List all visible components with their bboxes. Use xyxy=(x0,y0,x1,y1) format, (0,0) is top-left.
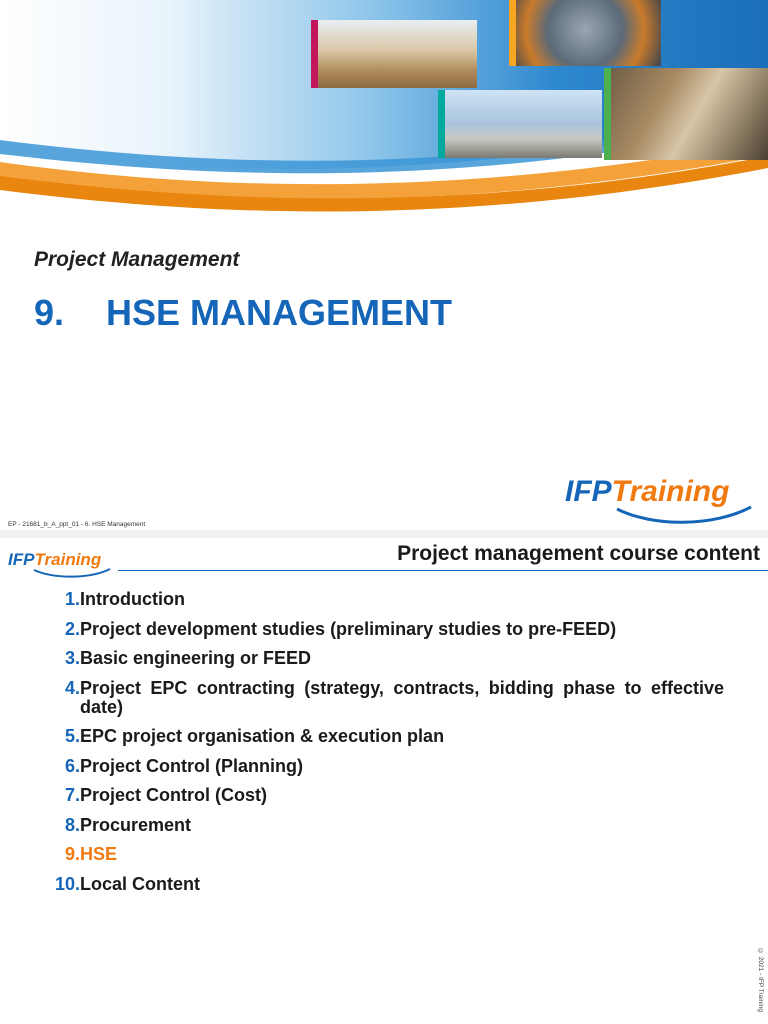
toc-item-number: 8. xyxy=(64,814,80,835)
toc-item xyxy=(34,816,724,835)
desert-oil-rig-photo xyxy=(311,20,477,88)
toc-item-number: 4. xyxy=(64,677,80,698)
toc-item-number: 9. xyxy=(64,844,80,864)
toc-item xyxy=(34,875,724,894)
toc-item-text: Project EPC contracting (strategy, contracts, bidding phase to effective date) xyxy=(80,677,724,717)
slide-divider xyxy=(0,530,768,538)
chapter-title xyxy=(34,292,452,334)
toc-item-number: 5. xyxy=(64,726,80,746)
logo-swoosh-icon xyxy=(613,505,753,525)
toc-item xyxy=(34,679,724,717)
toc-item-text: Project Control (Planning) xyxy=(80,755,303,776)
toc-item xyxy=(34,757,724,776)
toc-item-text: Introduction xyxy=(80,589,185,609)
toc-item-number: 3. xyxy=(64,648,80,668)
toc-item-number: 1. xyxy=(64,589,80,609)
logo-swoosh-icon xyxy=(32,568,112,578)
ifp-training-logo-small xyxy=(8,550,101,570)
toc-item-number: 6. xyxy=(64,755,80,776)
logo-ifp-text: IFP xyxy=(565,475,612,508)
content-slide xyxy=(0,538,768,1024)
header-rule xyxy=(118,570,768,571)
logo-training-text: Training xyxy=(34,550,102,569)
refinery-photo xyxy=(438,90,602,158)
office-meeting-photo xyxy=(604,68,768,160)
toc-item-text: Project Control (Cost) xyxy=(80,785,267,805)
logo-training-text: Training xyxy=(611,475,730,508)
slide-footer: EP - 21681_b_A_ppt_01 - 6. HSE Management xyxy=(8,521,146,528)
toc-item-number: 2. xyxy=(64,618,80,639)
chapter-number: 9. xyxy=(34,292,65,333)
toc-item xyxy=(34,727,724,746)
logo-ifp-text: IFP xyxy=(8,550,35,569)
toc-item xyxy=(34,620,724,639)
toc-item-text: HSE xyxy=(80,844,118,864)
copyright-notice: © 2021 - IFP Training xyxy=(757,948,764,1012)
toc-item-number: 10. xyxy=(54,873,80,894)
engine-photo xyxy=(509,0,661,66)
header-banner xyxy=(0,0,768,230)
slide-subtitle: Project Management xyxy=(34,248,240,271)
chapter-title-text: HSE MANAGEMENT xyxy=(106,292,453,333)
toc-item xyxy=(34,786,724,805)
toc-item xyxy=(34,649,724,668)
slide-title: Project management course content xyxy=(397,542,760,565)
toc-item-text: Local Content xyxy=(80,873,200,894)
toc-item xyxy=(34,845,724,864)
toc-item xyxy=(34,590,724,609)
toc-item-number: 7. xyxy=(64,785,80,805)
ifp-training-logo xyxy=(565,475,729,509)
course-content-list xyxy=(34,590,724,904)
toc-item-text: Procurement xyxy=(80,814,192,835)
toc-item-text: EPC project organisation & execution plan xyxy=(80,726,445,746)
toc-item-text: Project development studies (preliminary studies to pre-FEED) xyxy=(80,618,617,639)
toc-item-text: Basic engineering or FEED xyxy=(80,648,312,668)
